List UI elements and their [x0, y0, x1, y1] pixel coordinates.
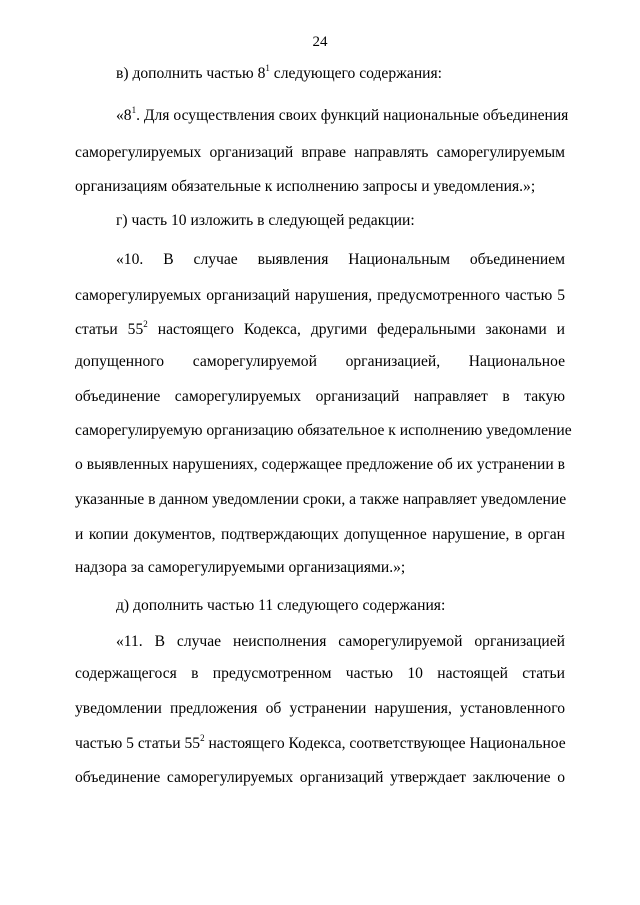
text-line — [75, 455, 565, 475]
text-segment: «11. В случае неисполнения саморегулируемой организацией — [116, 633, 565, 650]
text-segment: статьи 55 — [75, 321, 144, 338]
text-line — [116, 596, 565, 616]
text-segment: «10. В случае выявления Национальным объединением — [116, 251, 565, 268]
superscript: 2 — [143, 319, 148, 329]
text-segment: объединение саморегулируемых организаций направляет в такую — [75, 388, 565, 405]
text-segment: объединение саморегулируемых организаций утверждает заключение о — [75, 769, 565, 786]
text-segment: настоящего Кодекса, другими федеральными законами и — [147, 321, 565, 338]
text-line — [75, 558, 565, 578]
text-line — [75, 490, 565, 510]
text-line — [75, 768, 565, 788]
text-line — [75, 525, 565, 545]
text-segment: частью 5 статьи 55 — [75, 735, 201, 752]
text-line — [75, 286, 565, 306]
text-segment: «8 — [116, 107, 132, 124]
text-line — [75, 664, 565, 684]
text-segment: уведомлении предложения об устранении нарушения, установленного — [75, 700, 565, 717]
text-segment: г) часть 10 изложить в следующей редакции: — [116, 212, 415, 229]
text-segment: саморегулируемую организацию обязательное к исполнению уведомление — [75, 422, 572, 439]
text-line — [75, 352, 565, 372]
text-segment: о выявленных нарушениях, содержащее предложение об их устранении в — [75, 456, 565, 473]
text-line — [116, 250, 565, 270]
text-line — [75, 177, 565, 197]
text-line — [75, 699, 565, 719]
text-line — [116, 64, 565, 84]
text-line — [75, 387, 565, 407]
text-line — [116, 211, 565, 231]
page-number: 24 — [312, 34, 328, 50]
text-segment: в) дополнить частью 8 — [116, 65, 266, 82]
text-segment: д) дополнить частью 11 следующего содержания: — [116, 597, 446, 614]
text-segment: настоящего Кодекса, соответствующее Национальное — [204, 735, 566, 752]
text-segment: содержащегося в предусмотренном частью 10 настоящей статьи — [75, 665, 565, 682]
text-line — [75, 421, 572, 441]
superscript: 2 — [200, 733, 205, 743]
text-line — [75, 734, 565, 754]
text-segment: надзора за саморегулируемыми организациями.»; — [75, 559, 406, 576]
superscript: 1 — [265, 63, 270, 73]
text-line — [116, 632, 565, 652]
text-line — [75, 320, 565, 340]
text-segment: указанные в данном уведомлении сроки, а также направляет уведомление — [75, 491, 567, 508]
text-segment: следующего содержания: — [269, 65, 443, 82]
text-segment: . Для осуществления своих функций национальные объединения — [136, 107, 569, 124]
text-line — [116, 105, 569, 126]
text-segment: саморегулируемых организаций вправе направлять саморегулируемым — [75, 144, 565, 161]
text-segment: допущенного саморегулируемой организацией, Национальное — [75, 353, 565, 370]
text-segment: и копии документов, подтверждающих допущенное нарушение, в орган — [75, 526, 565, 543]
superscript: 1 — [131, 105, 137, 115]
text-segment: организациям обязательные к исполнению запросы и уведомления.»; — [75, 178, 536, 195]
text-line — [75, 143, 565, 163]
text-segment: саморегулируемых организаций нарушения, предусмотренного частью 5 — [75, 287, 565, 304]
